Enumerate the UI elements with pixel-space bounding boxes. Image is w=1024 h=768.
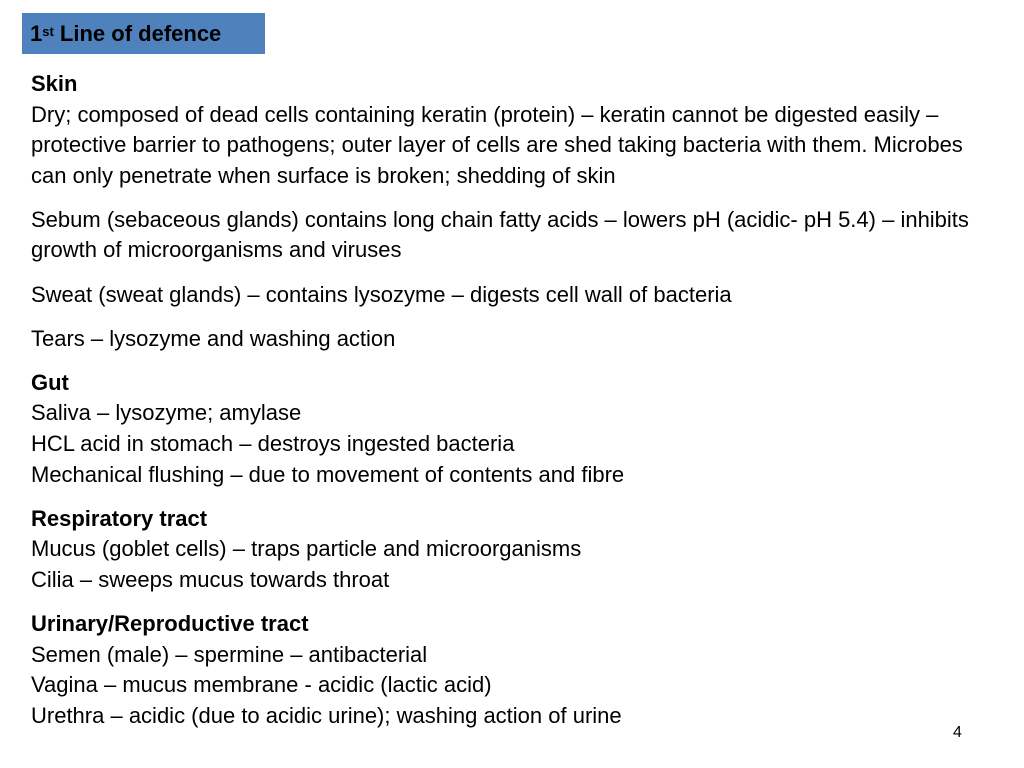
urinary-line: Semen (male) – spermine – antibacterial bbox=[31, 641, 428, 667]
urinary-line: Vagina – mucus membrane - acidic (lactic acid) bbox=[31, 672, 492, 698]
skin-paragraph-4: Tears – lysozyme and washing action bbox=[31, 325, 396, 351]
gut-line: Saliva – lysozyme; amylase bbox=[31, 400, 302, 426]
title-superscript: st bbox=[42, 24, 54, 39]
urinary-line: Urethra – acidic (due to acidic urine); washing action of urine bbox=[31, 702, 622, 728]
respiratory-heading: Respiratory tract bbox=[31, 505, 208, 531]
gut-line: HCL acid in stomach – destroys ingested bacteria bbox=[31, 430, 515, 456]
skin-section bbox=[31, 69, 1001, 191]
gut-section bbox=[31, 368, 1001, 490]
title-ordinal: 1 bbox=[30, 20, 43, 46]
page-number: 4 bbox=[953, 724, 962, 741]
respiratory-section bbox=[31, 504, 1001, 596]
urinary-heading: Urinary/Reproductive tract bbox=[31, 610, 309, 636]
title-text: Line of defence bbox=[53, 20, 222, 46]
gut-heading: Gut bbox=[31, 369, 69, 395]
slide-title bbox=[22, 13, 265, 54]
skin-paragraph-2: Sebum (sebaceous glands) contains long chain fatty acids – lowers pH (acidic- pH 5.4) – inhibits growth of microorganisms and viruses bbox=[31, 206, 969, 263]
respiratory-line: Mucus (goblet cells) – traps particle and microorganisms bbox=[31, 536, 582, 562]
urinary-section bbox=[31, 609, 1001, 731]
skin-paragraph-3: Sweat (sweat glands) – contains lysozyme – digests cell wall of bacteria bbox=[31, 281, 732, 307]
skin-heading: Skin bbox=[31, 71, 78, 96]
skin-paragraph-1: Dry; composed of dead cells containing keratin (protein) – keratin cannot be digested easily – protective barrier to pathogens; outer layer of cells are shed taking bacteria with them. Microbes can only penetrate when surface is broken; shedding of skin bbox=[31, 101, 963, 188]
respiratory-line: Cilia – sweeps mucus towards throat bbox=[31, 566, 390, 592]
slide-content bbox=[31, 69, 1001, 745]
gut-line: Mechanical flushing – due to movement of contents and fibre bbox=[31, 461, 625, 487]
